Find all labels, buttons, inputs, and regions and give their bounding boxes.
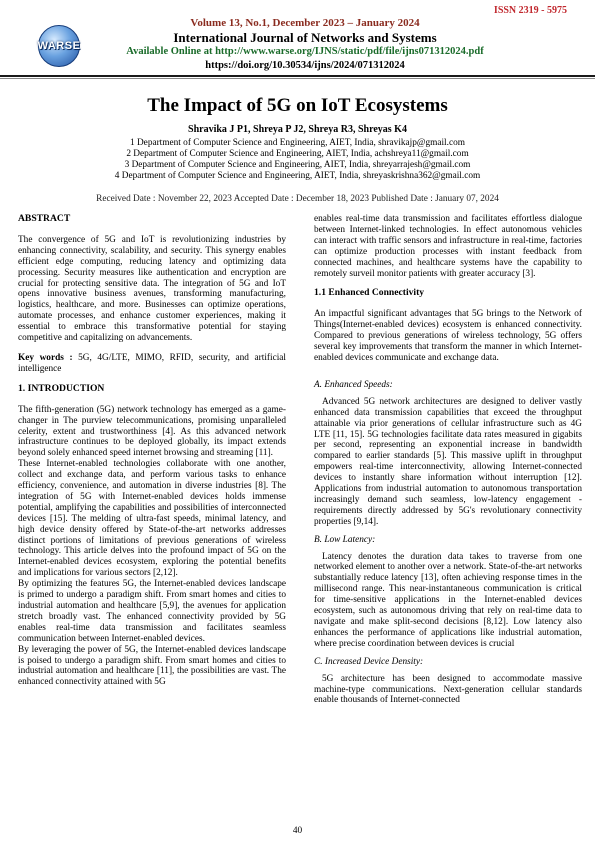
affiliation-3: 3 Department of Computer Science and Engineering, AIET, India, shreyarrajesh@gmail.com (124, 160, 471, 170)
authors: Shravika J P1, Shreya P J2, Shreya R3, Shreyas K4 (188, 124, 407, 135)
subheading-a: A. Enhanced Speeds: (314, 379, 393, 390)
subheading-b: B. Low Latency: (314, 534, 376, 545)
section-1-1-paragraph: An impactful significant advantages that 5G brings to the Network of Things(Internet-enabled devices) ecosystem is enhanced connectivity. Compared to previous generations of wireless technology, 5G offers several key improvements that transform the manner in which Internet- enabled devices communicate and exchange data. (314, 309, 582, 363)
page-number: 40 (292, 826, 303, 836)
logo-text: WARSE (37, 40, 81, 52)
left-column (18, 214, 286, 688)
abstract-heading: ABSTRACT (18, 213, 71, 224)
paragraph-a: Advanced 5G network architectures are designed to deliver vastly enhanced data transmission capabilities that exceed the throughput attainable via prior generations of cellular infrastructure such as 4G LTE [11, 15]. 5G technologies facilitate data rates measured in gigabits per second, representing an exponential increase in bandwidth compared to earlier standards [5]. This massive uplift in throughput empowers real-time interconnectivity, allowing Internet-connected devices to instantly share information without interruption [12]. Applications from industrial automation to autonomous transportation increasingly demand such seamless, low-latency engagement - requirements directly addressed by 5G's revolutionary connectivity properties [9,14]. (314, 396, 582, 527)
paragraph-b: Latency denotes the duration data takes to traverse from one networked element to another over a network. State-of-the-art networks substantially reduce latency [13], often achieving response times in the millisecond range. This near-instantaneous communication is critical for time-sensitive applications in the Internet-enabled devices ecosystem, such as autonomous driving that rely on real-time data to navigate and make split-second decisions [8,12]. Low latency also enhances the performance of applications like industrial automation, where precise coordination between devices is crucial (314, 551, 582, 649)
intro-paragraph: By leveraging the power of 5G, the Internet-enabled devices landscape is poised to undergo a paradigm shift. From smart homes and cities to industrial automation and healthcare [11], the possibilities are vast. The enhanced connectivity attained with 5G (18, 644, 286, 688)
warse-logo (30, 25, 88, 71)
volume-line: Volume 13, No.1, December 2023 – January 2024 (190, 17, 420, 29)
paper-title: The Impact of 5G on IoT Ecosystems (147, 95, 448, 116)
dates-line: Received Date : November 22, 2023 Accepted Date : December 18, 2023 Published Date : January 07, 2024 (96, 194, 499, 204)
journal-name: International Journal of Networks and Systems (173, 30, 437, 45)
keywords (18, 353, 286, 375)
issn: ISSN 2319 - 5975 (493, 5, 567, 16)
keywords-label: Key words : (18, 352, 73, 363)
available-online-link[interactable]: Available Online at http://www.warse.org/IJNS/static/pdf/file/ijns071312024.pdf (126, 46, 484, 57)
header-rule-thin (0, 78, 595, 79)
section-heading-1-1: 1.1 Enhanced Connectivity (314, 287, 425, 299)
affiliation-1: 1 Department of Computer Science and Engineering, AIET, India, shravikajp@gmail.com (130, 138, 465, 148)
intro-paragraph: These Internet-enabled technologies collaborate with one another, collect and exchange data, and perform various tasks to enhance efficiency, convenience, and automation in diverse industries [8]. The integration of 5G with Internet-enabled devices holds immense potential, amplifying the capabilities and possibilities of interconnected devices [15]. The melding of ultra-fast speeds, minimal latency, and high device density offered by State-of-the-art networks addresses distinct portions of limitations of previous generations of wireless technology. This article delves into the profound impact of 5G on the Internet-enabled devices ecosystem, exploring the potential benefits and implications for various sectors [2,12]. (18, 459, 286, 579)
affiliation-2: 2 Department of Computer Science and Engineering, AIET, India, achshreya11@gmail.com (126, 149, 469, 159)
affiliation-4: 4 Department of Computer Science and Engineering, AIET, India, shreyaskrishna362@gmail.com (114, 171, 481, 181)
right-column (314, 214, 582, 706)
abstract-text: The convergence of 5G and IoT is revolutionizing industries by enhancing connectivity, scalability, and security. This synergy enables efficient edge computing, reducing latency and optimizing data processing. Security measures like authentication and encryption are crucial for protecting sensitive data. The integration of 5G and IoT opens innovative business avenues, transforming manufacturing, logistics, healthcare, and more. Businesses can optimize operations, automate processes, and enhance customer experiences, making it essential to embrace this transformative potential for staying competitive and capitalizing on advancements. (18, 234, 286, 344)
paragraph-c: 5G architecture has been designed to accommodate massive machine-type communications. Next-generation cellular standards enable thousands of Internet-connected (314, 673, 582, 706)
intro-paragraph: By optimizing the features 5G, the Internet-enabled devices landscape is primed to undergo a paradigm shift. From smart homes and cities to industrial automation and healthcare [5,9], the avenues for application stretch broadly vast. The enhanced connectivity provided by 5G enables real-time data transmission and facilitates seamless communication between Internet-enabled devices. (18, 579, 286, 644)
intro-paragraph: The fifth-generation (5G) network technology has emerged as a game-changer in The purview telecommunications, promising unparalleled celerity, extent and trustworthiness [4]. As this advanced network infrastructure continues to be deployed globally, its impact extends beyond solely enhanced speed internet browsing and streaming [11]. (18, 404, 286, 459)
keywords-text: 5G, 4G/LTE, MIMO, RFID, security, and artificial intelligence (18, 352, 286, 374)
subheading-c: C. Increased Device Density: (314, 656, 424, 667)
continued-paragraph: enables real-time data transmission and facilitates effortless dialogue between Internet-linked technologies. In effect autonomous vehicles can interact with traffic sensors and infrastructure in real-time, factories can optimize production processes with instant feedback from connected machines, and healthcare systems have the capability to remotely surveil monitor patients with greater accuracy [3]. (314, 214, 582, 279)
header-rule (0, 75, 595, 77)
doi-link[interactable]: https://doi.org/10.30534/ijns/2024/071312024 (205, 60, 405, 71)
intro-heading: 1. INTRODUCTION (18, 382, 105, 394)
